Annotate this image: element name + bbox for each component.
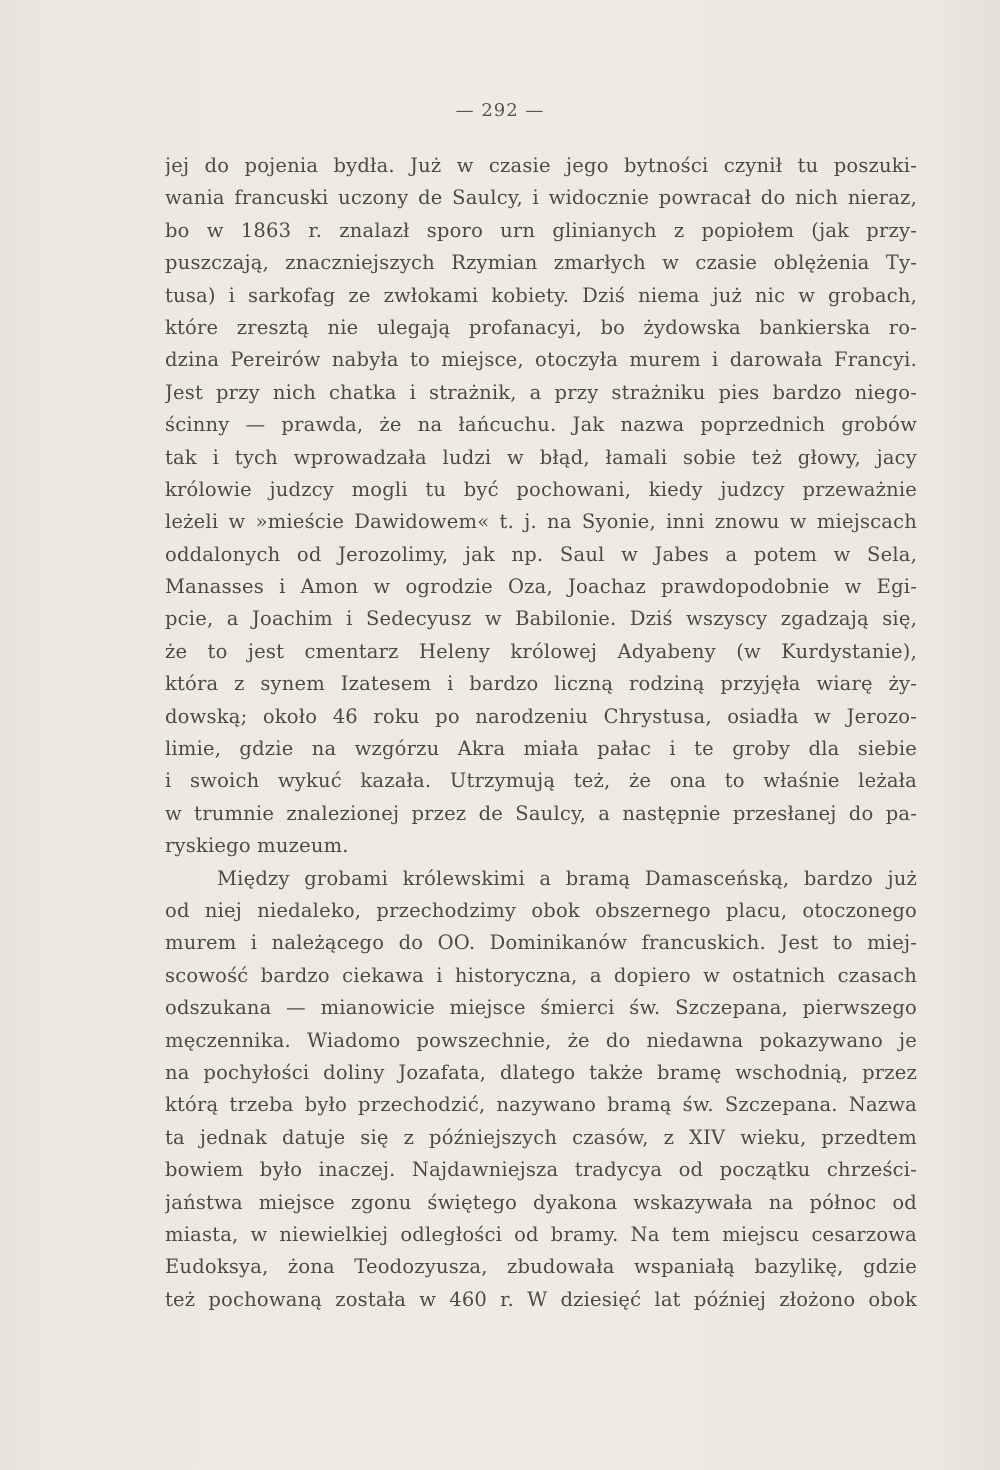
text-line: bowiem było inaczej. Najdawniejsza tradycya od początku chrześci- xyxy=(165,1158,917,1182)
text-line: męczennika. Wiadomo powszechnie, że do niedawna pokazywano je xyxy=(165,1028,917,1052)
text-line: Manasses i Amon w ogrodzie Oza, Joachaz prawdopodobnie w Egi- xyxy=(165,575,917,599)
text-line: limie, gdzie na wzgórzu Akra miała pałac i te groby dla siebie xyxy=(165,737,917,761)
text-line: wania francuski uczony de Saulcy, i widocznie powracał do nich nieraz, xyxy=(165,186,917,210)
text-line: bo w 1863 r. znalazł sporo urn glinianych z popiołem (jak przy- xyxy=(165,218,917,242)
text-line: odszukana — mianowicie miejsce śmierci św. Szczepana, pierwszego xyxy=(165,996,917,1020)
text-line: scowość bardzo ciekawa i historyczna, a dopiero w ostatnich czasach xyxy=(165,963,917,987)
text-line: na pochyłości doliny Jozafata, dlatego także bramę wschodnią, przez xyxy=(165,1060,917,1084)
text-line: leżeli w »mieście Dawidowem« t. j. na Syonie, inni znowu w miejscach xyxy=(165,510,917,534)
text-line: która z synem Izatesem i bardzo liczną rodziną przyjęła wiarę ży- xyxy=(165,672,917,696)
text-line: tusa) i sarkofag ze zwłokami kobiety. Dziś niema już nic w grobach, xyxy=(165,283,917,307)
text-line: dowską; około 46 roku po narodzeniu Chrystusa, osiadła w Jerozo- xyxy=(165,704,917,728)
text-line: pcie, a Joachim i Sedecyusz w Babilonie. Dziś wszyscy zgadzają się, xyxy=(165,607,917,631)
text-line: i swoich wykuć kazała. Utrzymują też, że ona to właśnie leżała xyxy=(165,769,917,793)
text-line: od niej niedaleko, przechodzimy obok obszernego placu, otoczonego xyxy=(165,898,917,922)
text-line: jej do pojenia bydła. Już w czasie jego bytności czynił tu poszuki- xyxy=(165,154,917,177)
text-line: też pochowaną została w 460 r. W dziesięć lat później złożono obok xyxy=(165,1287,917,1311)
text-line: którą trzeba było przechodzić, nazywano bramą św. Szczepana. Nazwa xyxy=(165,1093,917,1117)
text-line: murem i należącego do OO. Dominikanów francuskich. Jest to miej- xyxy=(165,931,917,955)
text-line: oddalonych od Jerozolimy, jak np. Saul w Jabes a potem w Sela, xyxy=(165,542,917,566)
body-text xyxy=(165,150,917,1316)
text-line: ścinny — prawda, że na łańcuchu. Jak nazwa poprzednich grobów xyxy=(165,413,917,437)
text-line: dzina Pereirów nabyła to miejsce, otoczyła murem i darowała Francyi. xyxy=(165,348,917,372)
text-line: królowie judzcy mogli tu być pochowani, kiedy judzcy przeważnie xyxy=(165,477,917,501)
text-line: Między grobami królewskimi a bramą Damasceńską, bardzo już xyxy=(217,866,917,890)
text-line: tak i tych wprowadzała ludzi w błąd, łamali sobie też głowy, jacy xyxy=(165,445,917,469)
text-line: ta jednak datuje się z późniejszych czasów, z XIV wieku, przedtem xyxy=(165,1125,917,1149)
text-line: ryskiego muzeum. xyxy=(165,834,349,858)
text-line: jaństwa miejsce zgonu świętego dyakona wskazywała na północ od xyxy=(165,1190,917,1214)
text-line: że to jest cmentarz Heleny królowej Adyabeny (w Kurdystanie), xyxy=(165,639,917,663)
page-number: — 292 — xyxy=(455,100,545,121)
text-line: w trumnie znalezionej przez de Saulcy, a następnie przesłanej do pa- xyxy=(165,801,917,825)
text-line: które zresztą nie ulegają profanacyi, bo żydowska bankierska ro- xyxy=(165,315,917,339)
text-line: puszczają, znaczniejszych Rzymian zmarłych w czasie oblężenia Ty- xyxy=(165,251,917,275)
text-line: Jest przy nich chatka i strażnik, a przy strażniku pies bardzo niego- xyxy=(165,380,917,404)
text-line: Eudoksya, żona Teodozyusza, zbudowała wspaniałą bazylikę, gdzie xyxy=(165,1255,917,1279)
text-line: miasta, w niewielkiej odległości od bramy. Na tem miejscu cesarzowa xyxy=(165,1222,917,1246)
